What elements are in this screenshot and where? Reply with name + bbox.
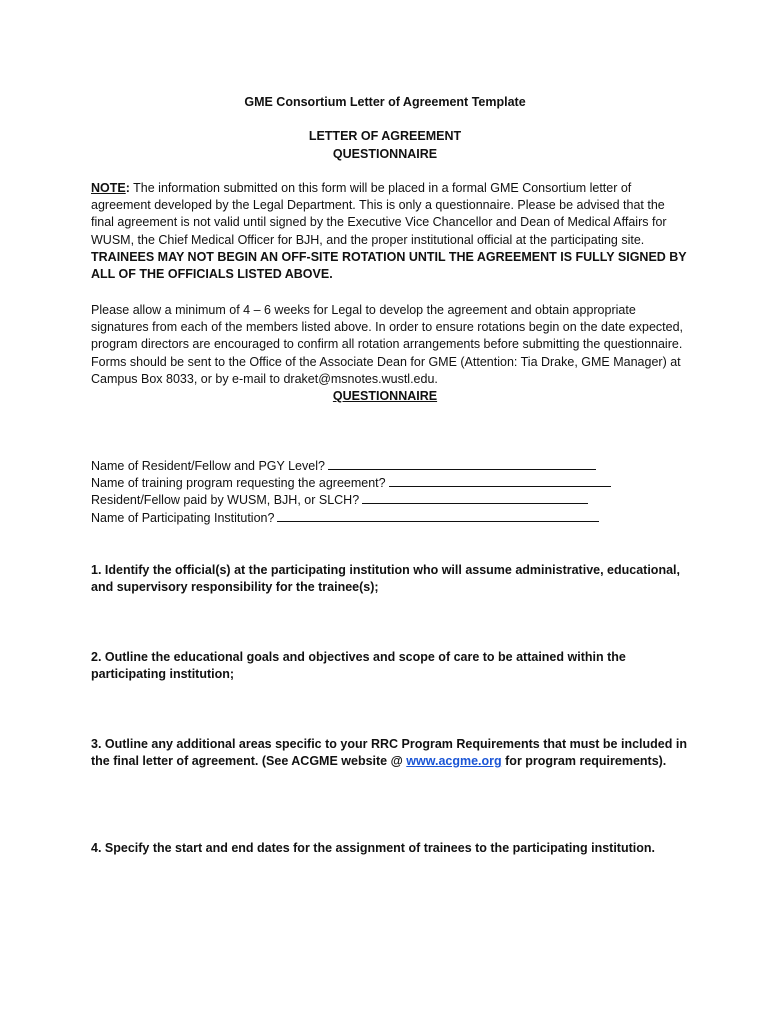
form-fields xyxy=(91,458,691,527)
training-program-label: Name of training program requesting the agreement? xyxy=(91,476,386,491)
question-1: 1. Identify the official(s) at the participating institution who will assume administrative, educational, and supervisory responsibility for the trainee(s); xyxy=(91,563,680,595)
resident-name-field[interactable] xyxy=(328,458,596,470)
question-3 xyxy=(91,736,691,770)
question-4: 4. Specify the start and end dates for the assignment of trainees to the participating institution. xyxy=(91,841,655,855)
questionnaire-heading: QUESTIONNAIRE xyxy=(332,389,438,403)
paid-by-label: Resident/Fellow paid by WUSM, BJH, or SLCH? xyxy=(91,493,360,508)
document-title: GME Consortium Letter of Agreement Template xyxy=(244,95,526,109)
note-text: The information submitted on this form will be placed in a formal GME Consortium letter of agreement developed by the Legal Department. This is only a questionnaire. Please be advised that the final agreement is not valid until signed by the Executive Vice Chancellor and Dean of Medical Affairs for WUSM, the Chief Medical Officer for BJH, and the proper institutional official at the participating site. xyxy=(91,181,667,247)
note-paragraph xyxy=(91,180,691,283)
questionnaire-subheading: QUESTIONNAIRE xyxy=(332,147,438,161)
institution-row xyxy=(91,510,691,527)
question-3-text: 3. Outline any additional areas specific to your RRC Program Requirements that must be included in the final letter of agreement. (See ACGME website @ xyxy=(91,737,687,769)
paid-by-row xyxy=(91,492,691,509)
question-2: 2. Outline the educational goals and objectives and scope of care to be attained within the participating institution; xyxy=(91,650,626,682)
note-colon: : xyxy=(125,181,130,195)
note-label: NOTE xyxy=(91,181,126,195)
training-program-field[interactable] xyxy=(389,475,611,487)
acgme-link[interactable]: www.acgme.org xyxy=(406,754,502,769)
question-3-suffix: for program requirements). xyxy=(501,754,667,769)
institution-field[interactable] xyxy=(277,510,599,522)
institution-label: Name of Participating Institution? xyxy=(91,510,275,525)
resident-name-label: Name of Resident/Fellow and PGY Level? xyxy=(91,459,325,473)
note-warning: TRAINEES MAY NOT BEGIN AN OFF-SITE ROTATION UNTIL THE AGREEMENT IS FULLY SIGNED BY ALL OF THE OFFICIALS LISTED ABOVE. xyxy=(91,249,687,282)
training-program-row xyxy=(91,475,691,492)
letter-of-agreement-heading: LETTER OF AGREEMENT xyxy=(308,129,462,143)
resident-name-row xyxy=(91,458,691,475)
paid-by-field[interactable] xyxy=(362,492,588,504)
submission-instructions: Please allow a minimum of 4 – 6 weeks for Legal to develop the agreement and obtain appropriate signatures from each of the members listed above. In order to ensure rotations begin on the date expected, program directors are encouraged to confirm all rotation arrangements before submitting the questionnaire. Forms should be sent to the Office of the Associate Dean for GME (Attention: Tia Drake, GME Manager) at Campus Box 8033, or by e-mail to draket@msnotes.wustl.edu. xyxy=(91,303,684,386)
